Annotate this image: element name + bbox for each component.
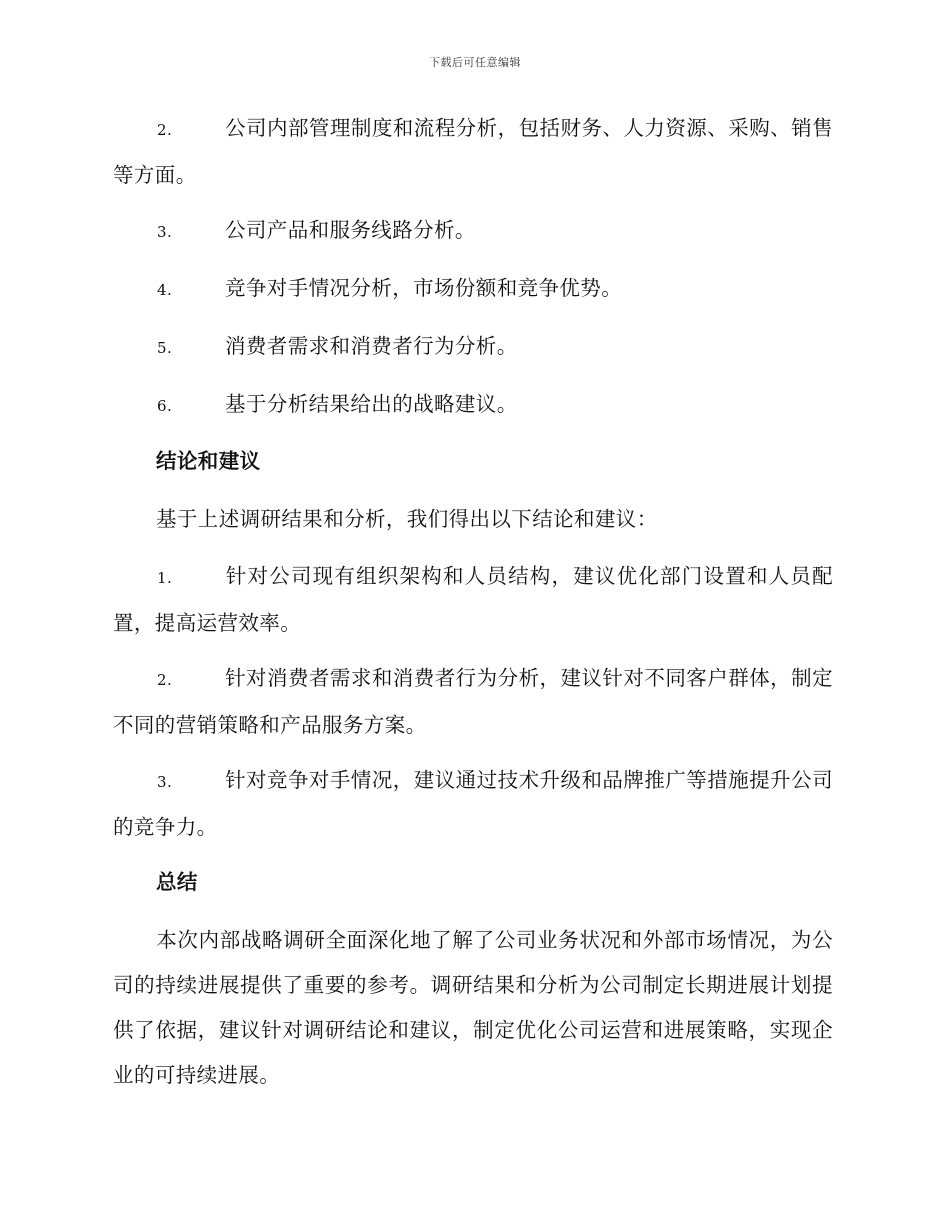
- list-item: [113, 656, 833, 748]
- list-item-number: 4.: [157, 281, 173, 299]
- list-item: [113, 554, 833, 646]
- section-heading-conclusion: 结论和建议: [156, 449, 261, 473]
- list-item-number: 5.: [157, 339, 173, 357]
- list-item-number: 3.: [157, 223, 173, 241]
- list-item: [113, 106, 833, 198]
- list-item-text: 针对公司现有组织架构和人员结构，建议优化部门设置和人员配置，提高运营效率。: [113, 564, 833, 635]
- list-item: [113, 266, 833, 313]
- list-item-text: 消费者需求和消费者行为分析。: [225, 334, 518, 358]
- section-intro: [113, 497, 833, 542]
- list-item-text: 公司内部管理制度和流程分析，包括财务、人力资源、采购、销售等方面。: [113, 116, 833, 187]
- section-heading-summary: 总结: [156, 870, 198, 894]
- list-item-number: 2.: [157, 671, 173, 689]
- list-item: [113, 758, 833, 850]
- summary-paragraph: [113, 918, 833, 1098]
- summary-text: 本次内部战略调研全面深化地了解了公司业务状况和外部市场情况，为公司的持续进展提供了重要的参考。调研结果和分析为公司制定长期进展计划提供了依据，建议针对调研结论和建议，制定优化公司运营和进展策略，实现企业的可持续进展。: [113, 928, 833, 1087]
- list-item-text: 基于分析结果给出的战略建议。: [225, 392, 518, 416]
- list-item-number: 3.: [157, 773, 173, 791]
- list-item-number: 1.: [157, 569, 173, 587]
- intro-text: 基于上述调研结果和分析，我们得出以下结论和建议：: [156, 507, 658, 531]
- list-item-text: 公司产品和服务线路分析。: [225, 218, 476, 242]
- list-item: [113, 208, 833, 255]
- list-item-number: 6.: [157, 397, 173, 415]
- list-item-text: 针对竞争对手情况，建议通过技术升级和品牌推广等措施提升公司的竞争力。: [113, 768, 833, 839]
- list-item: [113, 382, 833, 429]
- page-header: 下载后可任意编辑: [429, 56, 521, 69]
- list-item-text: 竞争对手情况分析，市场份额和竞争优势。: [225, 276, 623, 300]
- list-item-text: 针对消费者需求和消费者行为分析，建议针对不同客户群体，制定不同的营销策略和产品服务方案。: [113, 666, 833, 737]
- list-item: [113, 324, 833, 371]
- list-item-number: 2.: [157, 121, 173, 139]
